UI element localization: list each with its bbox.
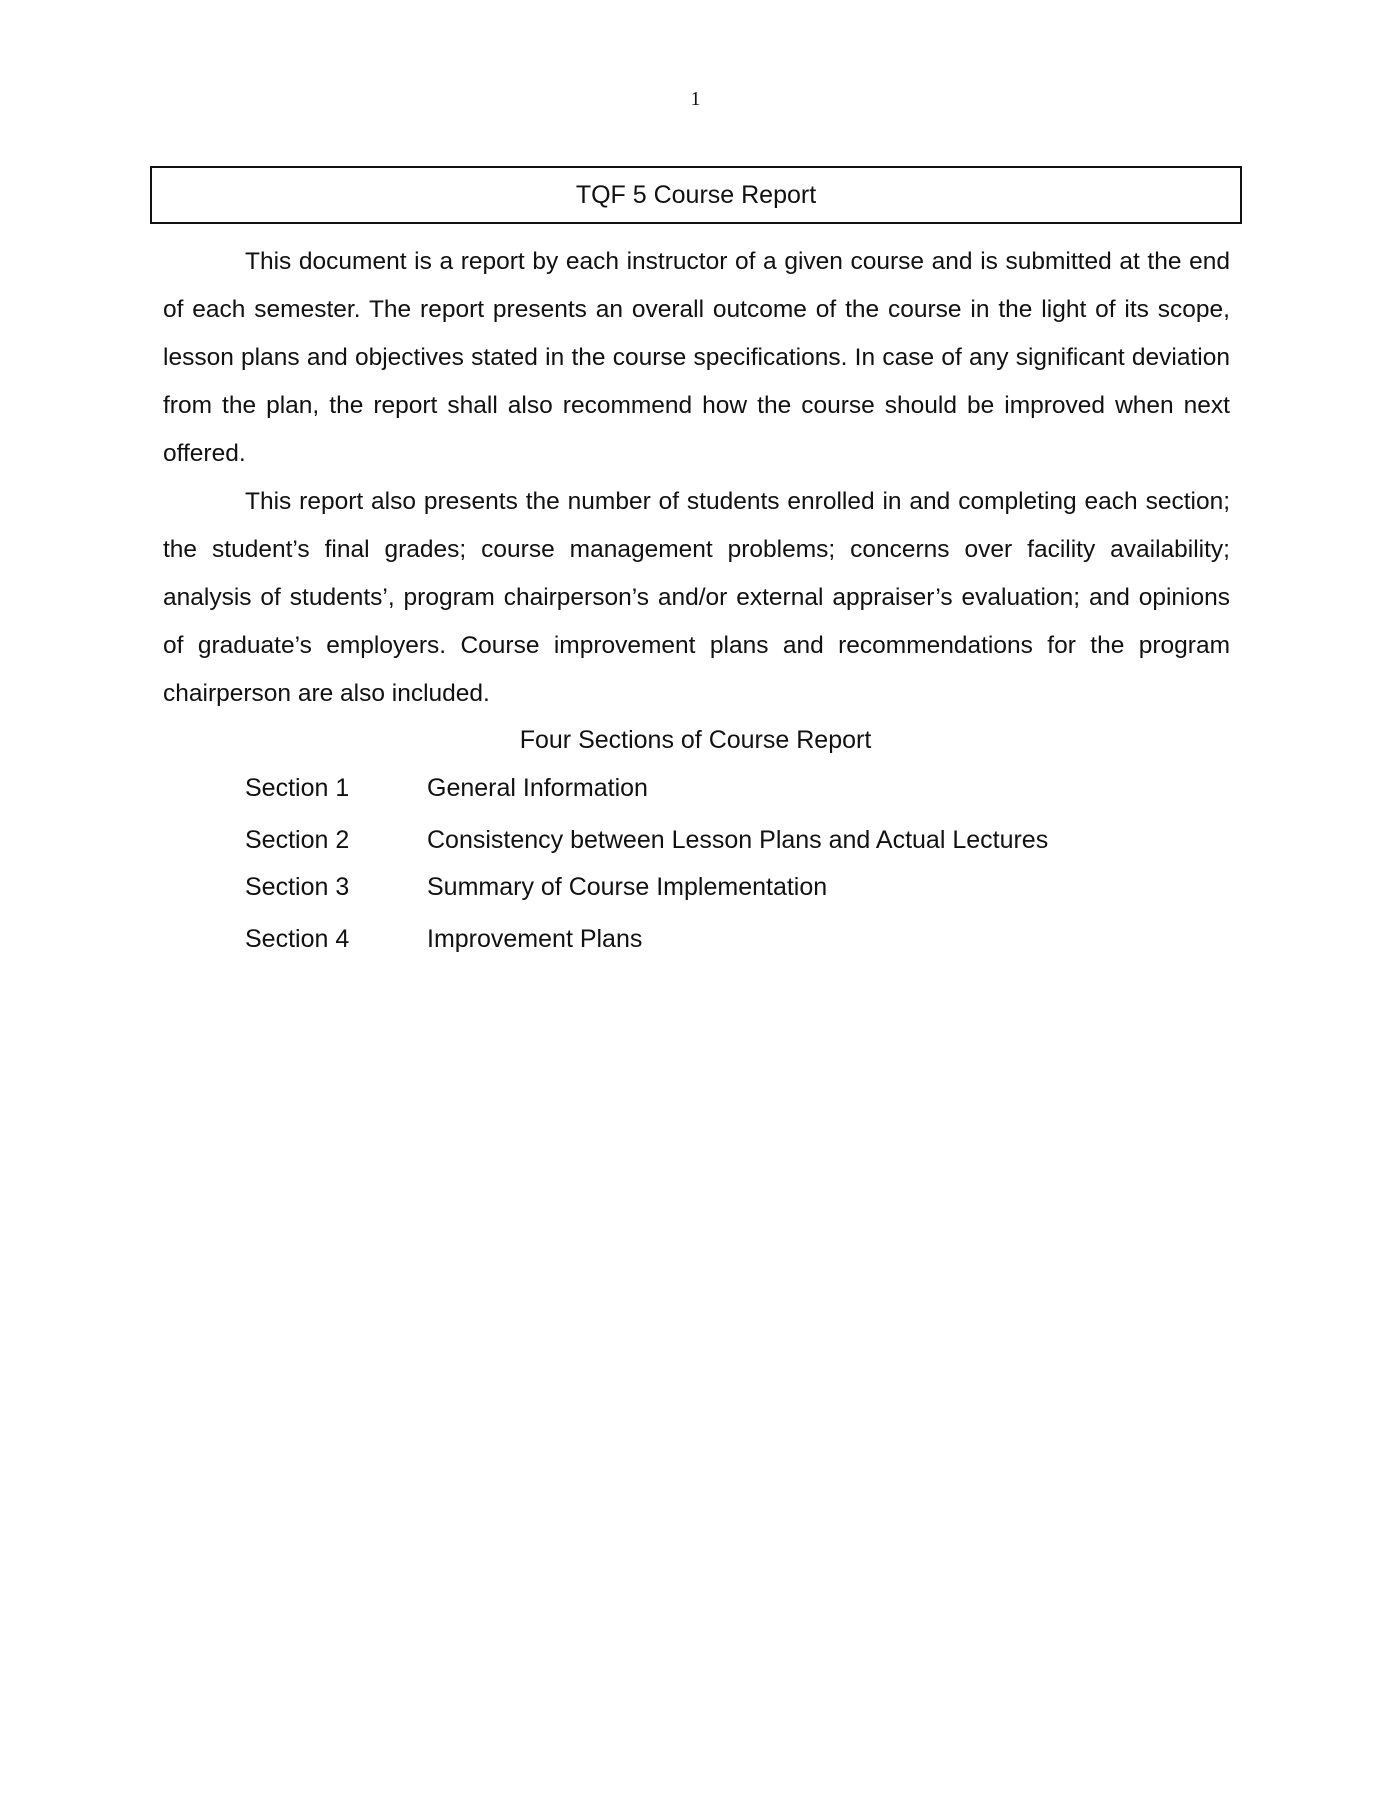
report-title-box	[150, 166, 1242, 224]
section-row-3	[245, 863, 827, 911]
page-number: 1	[690, 88, 701, 110]
section-number: Section 3	[245, 873, 350, 901]
section-number: Section 1	[245, 774, 350, 802]
section-row-4	[245, 915, 642, 963]
section-title: General Information	[427, 774, 648, 802]
section-row-2	[245, 816, 1048, 864]
section-number: Section 2	[245, 826, 350, 854]
section-title: Summary of Course Implementation	[427, 873, 828, 901]
report-title: TQF 5 Course Report	[575, 180, 817, 209]
section-row-1	[245, 764, 648, 812]
intro-paragraph: This document is a report by each instructor of a given course and is submitted at the end of each semester. The report presents an overall outcome of the course in the light of its scope, lesson plans and objectives stated in the course specifications. In case of any significant deviation from the plan, the report shall also recommend how the course should be improved when next offered.	[163, 248, 1230, 467]
section-number: Section 4	[245, 925, 350, 953]
body-text	[163, 238, 1230, 718]
contents-paragraph: This report also presents the number of students enrolled in and completing each section; the student’s final grades; course management problems; concerns over facility availability; analysis of students’, program chairperson’s and/or external appraiser’s evaluation; and opinions of graduate’s employers. Course improvement plans and recommendations for the program chairperson are also included.	[163, 488, 1230, 707]
sections-heading: Four Sections of Course Report	[519, 726, 872, 754]
section-title: Improvement Plans	[427, 925, 643, 953]
section-title: Consistency between Lesson Plans and Actual Lectures	[427, 826, 1049, 854]
